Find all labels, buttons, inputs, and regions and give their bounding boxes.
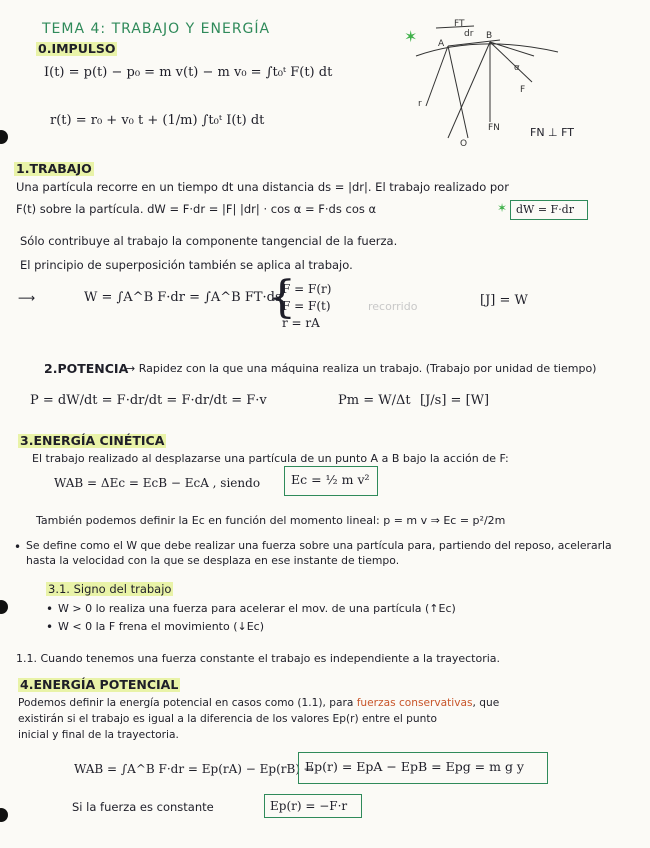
binder-hole-3 — [0, 808, 8, 822]
power-heading: 2.POTENCIA — [44, 361, 129, 376]
page-title: TEMA 4: TRABAJO Y ENERGÍA — [42, 21, 271, 37]
position-equation: r(t) = r₀ + v₀ t + (1/m) ∫t₀ᵗ I(t) dt — [50, 113, 265, 128]
bullet: • — [14, 540, 22, 554]
work-unit: [J] = W — [480, 293, 528, 308]
power-unit: [J/s] = [W] — [420, 393, 490, 408]
work-line-1: Una partícula recorre en un tiempo dt una distancia ds = |dr|. El trabajo realizado por — [16, 180, 509, 194]
diagram-label-o: O — [460, 139, 468, 148]
diagram-label-a: A — [438, 39, 445, 49]
binder-hole-1 — [0, 130, 8, 144]
kinetic-definition: Se define como el W que debe realizar una fuerza sobre una partícula para, partiendo del reposo, acelerarla hasta la velocidad con la que se desplaza en ese instante de tiempo. — [26, 539, 612, 567]
work-integral: W = ∫A^B F·dr = ∫A^B FT·ds — [84, 290, 282, 305]
diagram-label-fn: FN — [488, 123, 500, 133]
power-description: → Rapidez con la que una máquina realiza un trabajo. (Trabajo por unidad de tiempo) — [126, 362, 597, 375]
conservative-forces-highlight: fuerzas conservativas — [356, 697, 473, 709]
sign-heading: 3.1. Signo del trabajo — [48, 582, 172, 596]
work-condition-3: r = rA — [282, 316, 320, 330]
star-icon: ✶ — [404, 27, 418, 46]
brace: { — [268, 272, 296, 323]
kinetic-boxed-formula: Ec = ½ m v² — [284, 466, 378, 496]
work-line-2: F(t) sobre la partícula. dW = F·dr = |F| |dr| · cos α = F·ds cos α — [16, 202, 377, 216]
potential-equation: WAB = ∫A^B F·dr = Ep(rA) − Ep(rB) → — [74, 762, 314, 776]
work-boxed-formula: dW = F·dr — [510, 200, 588, 220]
work-condition-1: F = F(r) — [282, 282, 332, 296]
diagram-caption: FN ⊥ FT — [530, 126, 574, 139]
work-condition-2: F = F(t) — [282, 299, 331, 313]
kinetic-equation: WAB = ΔEc = EcB − EcA , siendo — [54, 476, 261, 490]
binder-hole-2 — [0, 600, 8, 614]
mean-power-equation: Pm = W/Δt — [338, 393, 411, 408]
kinetic-line-2: También podemos definir la Ec en función del momento lineal: p = m v ⇒ Ec = p²/2m — [36, 514, 506, 527]
faint-note: recorrido — [368, 300, 418, 313]
bullet: • — [46, 620, 54, 634]
sign-negative: W < 0 la F frena el movimiento (↓Ec) — [58, 620, 265, 633]
arrow-icon: ⟶ — [18, 291, 36, 305]
work-heading: 1.TRABAJO — [16, 161, 92, 176]
force-diagram — [408, 16, 630, 148]
power-equation: P = dW/dt = F·dr/dt = F·dr/dt = F·v — [30, 393, 267, 408]
diagram-label-alpha: α — [514, 63, 520, 73]
kinetic-line-1: El trabajo realizado al desplazarse una partícula de un punto A a B bajo la acción de F: — [32, 452, 509, 465]
impulse-heading: 0.IMPULSO — [38, 41, 116, 56]
star-icon: ✶ — [497, 201, 508, 215]
diagram-label-r: r — [418, 99, 422, 109]
potential-line-3: inicial y final de la trayectoria. — [18, 729, 179, 741]
potential-line-2: existirán si el trabajo es igual a la diferencia de los valores Ep(r) entre el punto — [18, 713, 437, 725]
constant-force-text: Si la fuerza es constante — [72, 800, 214, 814]
constant-force-boxed-formula: Ep(r) = −F·r — [264, 794, 362, 818]
work-line-3: Sólo contribuye al trabajo la componente tangencial de la fuerza. — [20, 234, 398, 248]
potential-boxed-formula: Ep(r) = EpA − EpB = Epg = m g y — [298, 752, 548, 784]
potential-line-1: Podemos definir la energía potencial en casos como (1.1), para fuerzas conservativas, que — [18, 697, 500, 709]
diagram-label-dr: dr — [464, 29, 474, 39]
work-line-4: El principio de superposición también se aplica al trabajo. — [20, 258, 353, 272]
bullet: • — [46, 602, 54, 616]
sign-positive: W > 0 lo realiza una fuerza para acelerar el mov. de una partícula (↑Ec) — [58, 602, 456, 615]
kinetic-heading: 3.ENERGÍA CINÉTICA — [20, 433, 165, 448]
potential-heading: 4.ENERGÍA POTENCIAL — [20, 677, 179, 692]
impulse-equation: I(t) = p(t) − p₀ = m v(t) − m v₀ = ∫t₀ᵗ F(t) dt — [44, 65, 333, 80]
diagram-label-b: B — [486, 31, 493, 41]
diagram-label-f: F — [520, 85, 526, 95]
constant-force-note: 1.1. Cuando tenemos una fuerza constante el trabajo es independiente a la trayectoria. — [16, 652, 501, 665]
diagram-label-ft: FT — [454, 19, 465, 29]
